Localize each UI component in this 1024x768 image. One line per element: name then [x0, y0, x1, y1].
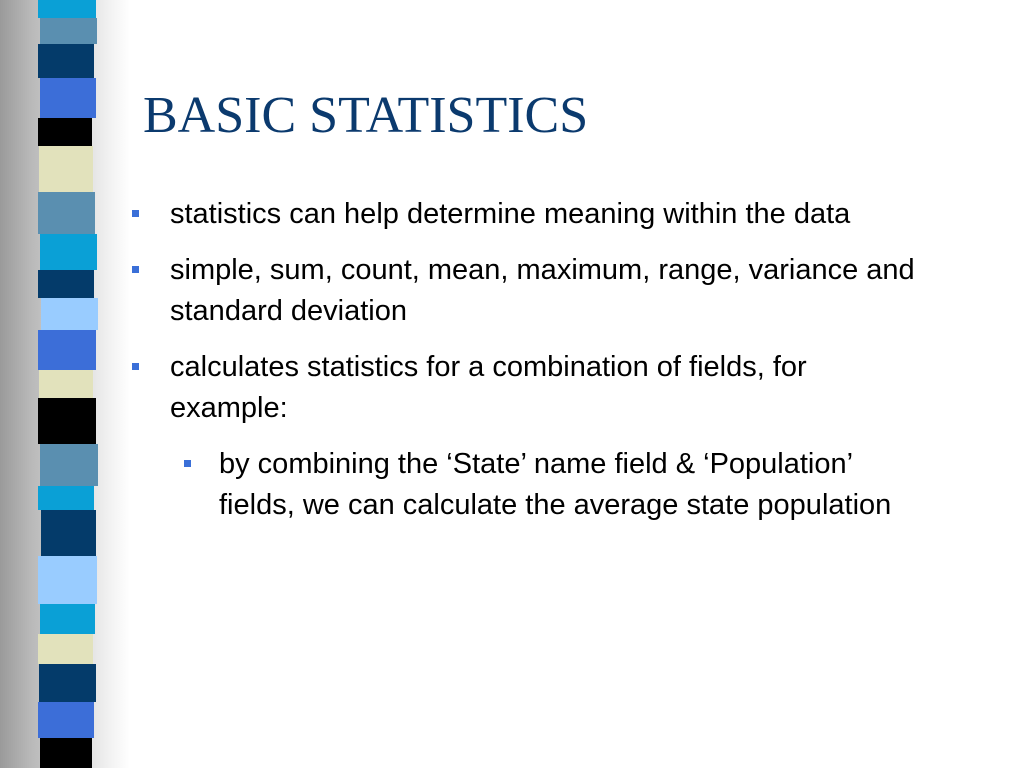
strip-band	[38, 634, 93, 664]
strip-band	[40, 738, 92, 768]
bullet-text: statistics can help determine meaning within the data	[170, 198, 851, 230]
strip-band	[38, 270, 94, 298]
strip-band	[41, 510, 96, 556]
sub-bullet-item	[130, 444, 930, 526]
strip-band	[41, 298, 98, 330]
strip-band	[40, 234, 97, 270]
strip-band	[38, 44, 94, 78]
bullet-list	[130, 194, 930, 526]
strip-band	[40, 18, 97, 44]
sub-bullet-text: by combining the ‘State’ name field & ‘Population’ fields, we can calculate the average state population	[219, 448, 892, 521]
strip-band	[40, 444, 98, 486]
slide-title: BASIC STATISTICS	[143, 87, 589, 144]
square-bullet-icon	[132, 266, 139, 273]
strip-band	[40, 78, 96, 118]
strip-band	[38, 398, 96, 444]
strip-band	[39, 146, 93, 192]
strip-band	[40, 604, 95, 634]
strip-band	[38, 330, 96, 370]
bullet-item	[130, 194, 930, 235]
bullet-item	[130, 347, 930, 429]
decorative-color-strip	[38, 0, 100, 768]
strip-band	[38, 556, 97, 604]
strip-band	[38, 192, 95, 234]
bullet-text: calculates statistics for a combination of fields, for example:	[170, 351, 807, 424]
square-bullet-icon	[184, 460, 191, 467]
strip-band	[38, 486, 94, 510]
square-bullet-icon	[132, 363, 139, 370]
square-bullet-icon	[132, 210, 139, 217]
bullet-item	[130, 250, 930, 332]
strip-band	[38, 118, 92, 146]
strip-band	[38, 702, 94, 738]
strip-band	[38, 0, 96, 18]
bullet-text: simple, sum, count, mean, maximum, range, variance and standard deviation	[170, 254, 915, 327]
strip-band	[39, 370, 93, 398]
strip-band	[39, 664, 96, 702]
